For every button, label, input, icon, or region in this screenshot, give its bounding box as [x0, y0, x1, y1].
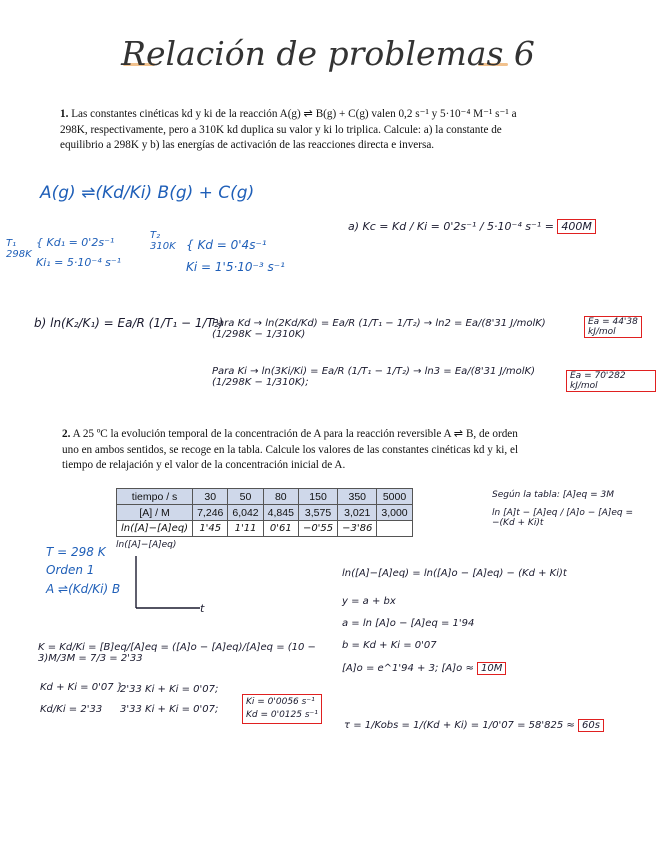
table-cell: 1'11 [228, 521, 263, 537]
table-cell: 50 [228, 489, 263, 505]
problem-1-line3: equilibrio a 298K y b) las energías de activación de las reacciones directa e inversa. [60, 139, 435, 151]
system-answer-box [242, 694, 322, 724]
table-cell: 7,246 [193, 505, 228, 521]
problem-1-line1: Las constantes cinéticas kd y ki de la reacción A(g) ⇌ B(g) + C(g) valen 0,2 s⁻¹ y 5·10⁻⁴ M⁻¹ s⁻¹ a [71, 108, 517, 120]
table-cell: 5000 [377, 489, 412, 505]
table-cell: 3,575 [298, 505, 337, 521]
part-b-kd-text: Para Kd → ln(2Kd/Kd) = Ea/R (1/T₁ − 1/T₂) → ln2 = Ea/(8'31 J/molK) (1/298K − 1/310K) [212, 318, 546, 340]
problem-1-statement [60, 107, 580, 154]
relaxation-time-expression [344, 720, 604, 731]
table-cell: 30 [193, 489, 228, 505]
graph-y-label: ln([A]−[A]eq) [116, 540, 177, 550]
relaxation-time-text: τ = 1/Kobs = 1/(Kd + Ki) = 1/0'07 = 58'825 ≈ [344, 720, 575, 731]
table-row-time [117, 489, 413, 505]
derivation-line-3: a = ln [A]o − [A]eq = 1'94 [342, 618, 475, 629]
table-cell: 3,021 [338, 505, 377, 521]
condition-reaction: A ⇌(Kd/Ki) B [46, 582, 121, 596]
derivation-line-2: y = a + bx [342, 596, 396, 607]
table-cell: 350 [338, 489, 377, 505]
table-cell: ln([A]−[A]eq) [117, 521, 193, 537]
table-cell: [A] / M [117, 505, 193, 521]
relaxation-time-answer: 60s [578, 719, 604, 732]
table-cell: 3,000 [377, 505, 412, 521]
kd-2: { Kd = 0'4s⁻¹ [186, 238, 267, 252]
data-table [116, 488, 413, 537]
derivation-line-1: ln([A]−[A]eq) = ln([A]o − [A]eq) − (Kd + Ki)t [342, 568, 567, 579]
table-cell: tiempo / s [117, 489, 193, 505]
system-step-2: 3'33 Ki + Ki = 0'07; [120, 704, 219, 715]
derivation-line-5 [342, 663, 506, 674]
ki-1: Ki₁ = 5·10⁻⁴ s⁻¹ [36, 256, 122, 269]
derivation-line-5-text: [A]o = e^1'94 + 3; [A]o ≈ [342, 663, 474, 674]
part-b-expression: b) ln(K₂/K₁) = Ea/R (1/T₁ − 1/T₂) [34, 316, 224, 330]
temp-1: T₁ 298K [6, 238, 32, 260]
kd-answer: Kd = 0'0125 s⁻¹ [246, 710, 318, 720]
table-cell: 0'61 [263, 521, 298, 537]
initial-concentration-answer: 10M [477, 662, 506, 675]
kd-1: { Kd₁ = 0'2s⁻¹ [36, 236, 115, 249]
table-row-ln [117, 521, 413, 537]
part-b-kd-answer: Ea = 44'38 kJ/mol [584, 316, 642, 338]
table-cell: 4,845 [263, 505, 298, 521]
system-eq-1: Kd + Ki = 0'07 } [40, 682, 124, 693]
table-cell [377, 521, 412, 537]
ki-2: Ki = 1'5·10⁻³ s⁻¹ [186, 260, 285, 274]
ki-answer: Ki = 0'0056 s⁻¹ [246, 697, 315, 707]
side-note-2: ln [A]t − [A]eq / [A]o − [A]eq = −(Kd + Ki)t [492, 508, 633, 528]
part-a-answer: 400M [557, 219, 596, 234]
part-b-ki-text: Para Ki → ln(3Ki/Ki) = Ea/R (1/T₁ − 1/T₂) → ln3 = Ea/(8'31 J/molK) (1/298K − 1/310K); [212, 366, 535, 388]
equilibrium-constant-expression: K = Kd/Ki = [B]eq/[A]eq = ([A]o − [A]eq)/[A]eq = (10 − 3)M/3M = 7/3 = 2'33 [38, 642, 316, 664]
problem-2-number: 2. [62, 428, 71, 440]
page-title: Relación de problemas 6 [121, 34, 535, 73]
problem-2-line1: A 25 ºC la evolución temporal de la concentración de A para la reacción reversible A ⇌ B, de orden [72, 428, 518, 440]
graph-x-label: t [200, 602, 205, 615]
condition-order: Orden 1 [46, 563, 95, 577]
problem-2-line2: uno en ambos sentidos, se recoge en la tabla. Calcule los valores de las constantes cinéticas kd y ki, el [62, 443, 519, 456]
table-cell: 150 [298, 489, 337, 505]
table-cell: −3'86 [338, 521, 377, 537]
part-a-expression [348, 220, 596, 233]
side-note-1: Según la tabla: [A]eq = 3M [492, 490, 614, 500]
part-b-ki-answer: Ea = 70'282 kJ/mol [566, 370, 656, 392]
table-cell: 6,042 [228, 505, 263, 521]
problem-2-line3: tiempo de relajación y el valor de la concentración inicial de A. [62, 459, 346, 471]
system-step-1: 2'33 Ki + Ki = 0'07; [120, 684, 219, 695]
problem-1-line2: 298K, respectivamente, pero a 310K kd duplica su valor y ki lo triplica. Calcule: a) la constante de [60, 123, 502, 136]
reaction-equation: A(g) ⇌(Kd/Ki) B(g) + C(g) [40, 183, 255, 203]
table-cell: 80 [263, 489, 298, 505]
condition-temperature: T = 298 K [46, 545, 106, 559]
problem-1-number: 1. [60, 108, 69, 120]
table-cell: −0'55 [298, 521, 337, 537]
temp-2: T₂ 310K [150, 230, 176, 252]
part-a-text: a) Kc = Kd / Ki = 0'2s⁻¹ / 5·10⁻⁴ s⁻¹ = [348, 220, 554, 233]
table-row-concentration [117, 505, 413, 521]
derivation-line-4: b = Kd + Ki = 0'07 [342, 640, 437, 651]
system-eq-2: Kd/Ki = 2'33 [40, 704, 103, 715]
table-cell: 1'45 [193, 521, 228, 537]
problem-2-statement [62, 427, 580, 474]
